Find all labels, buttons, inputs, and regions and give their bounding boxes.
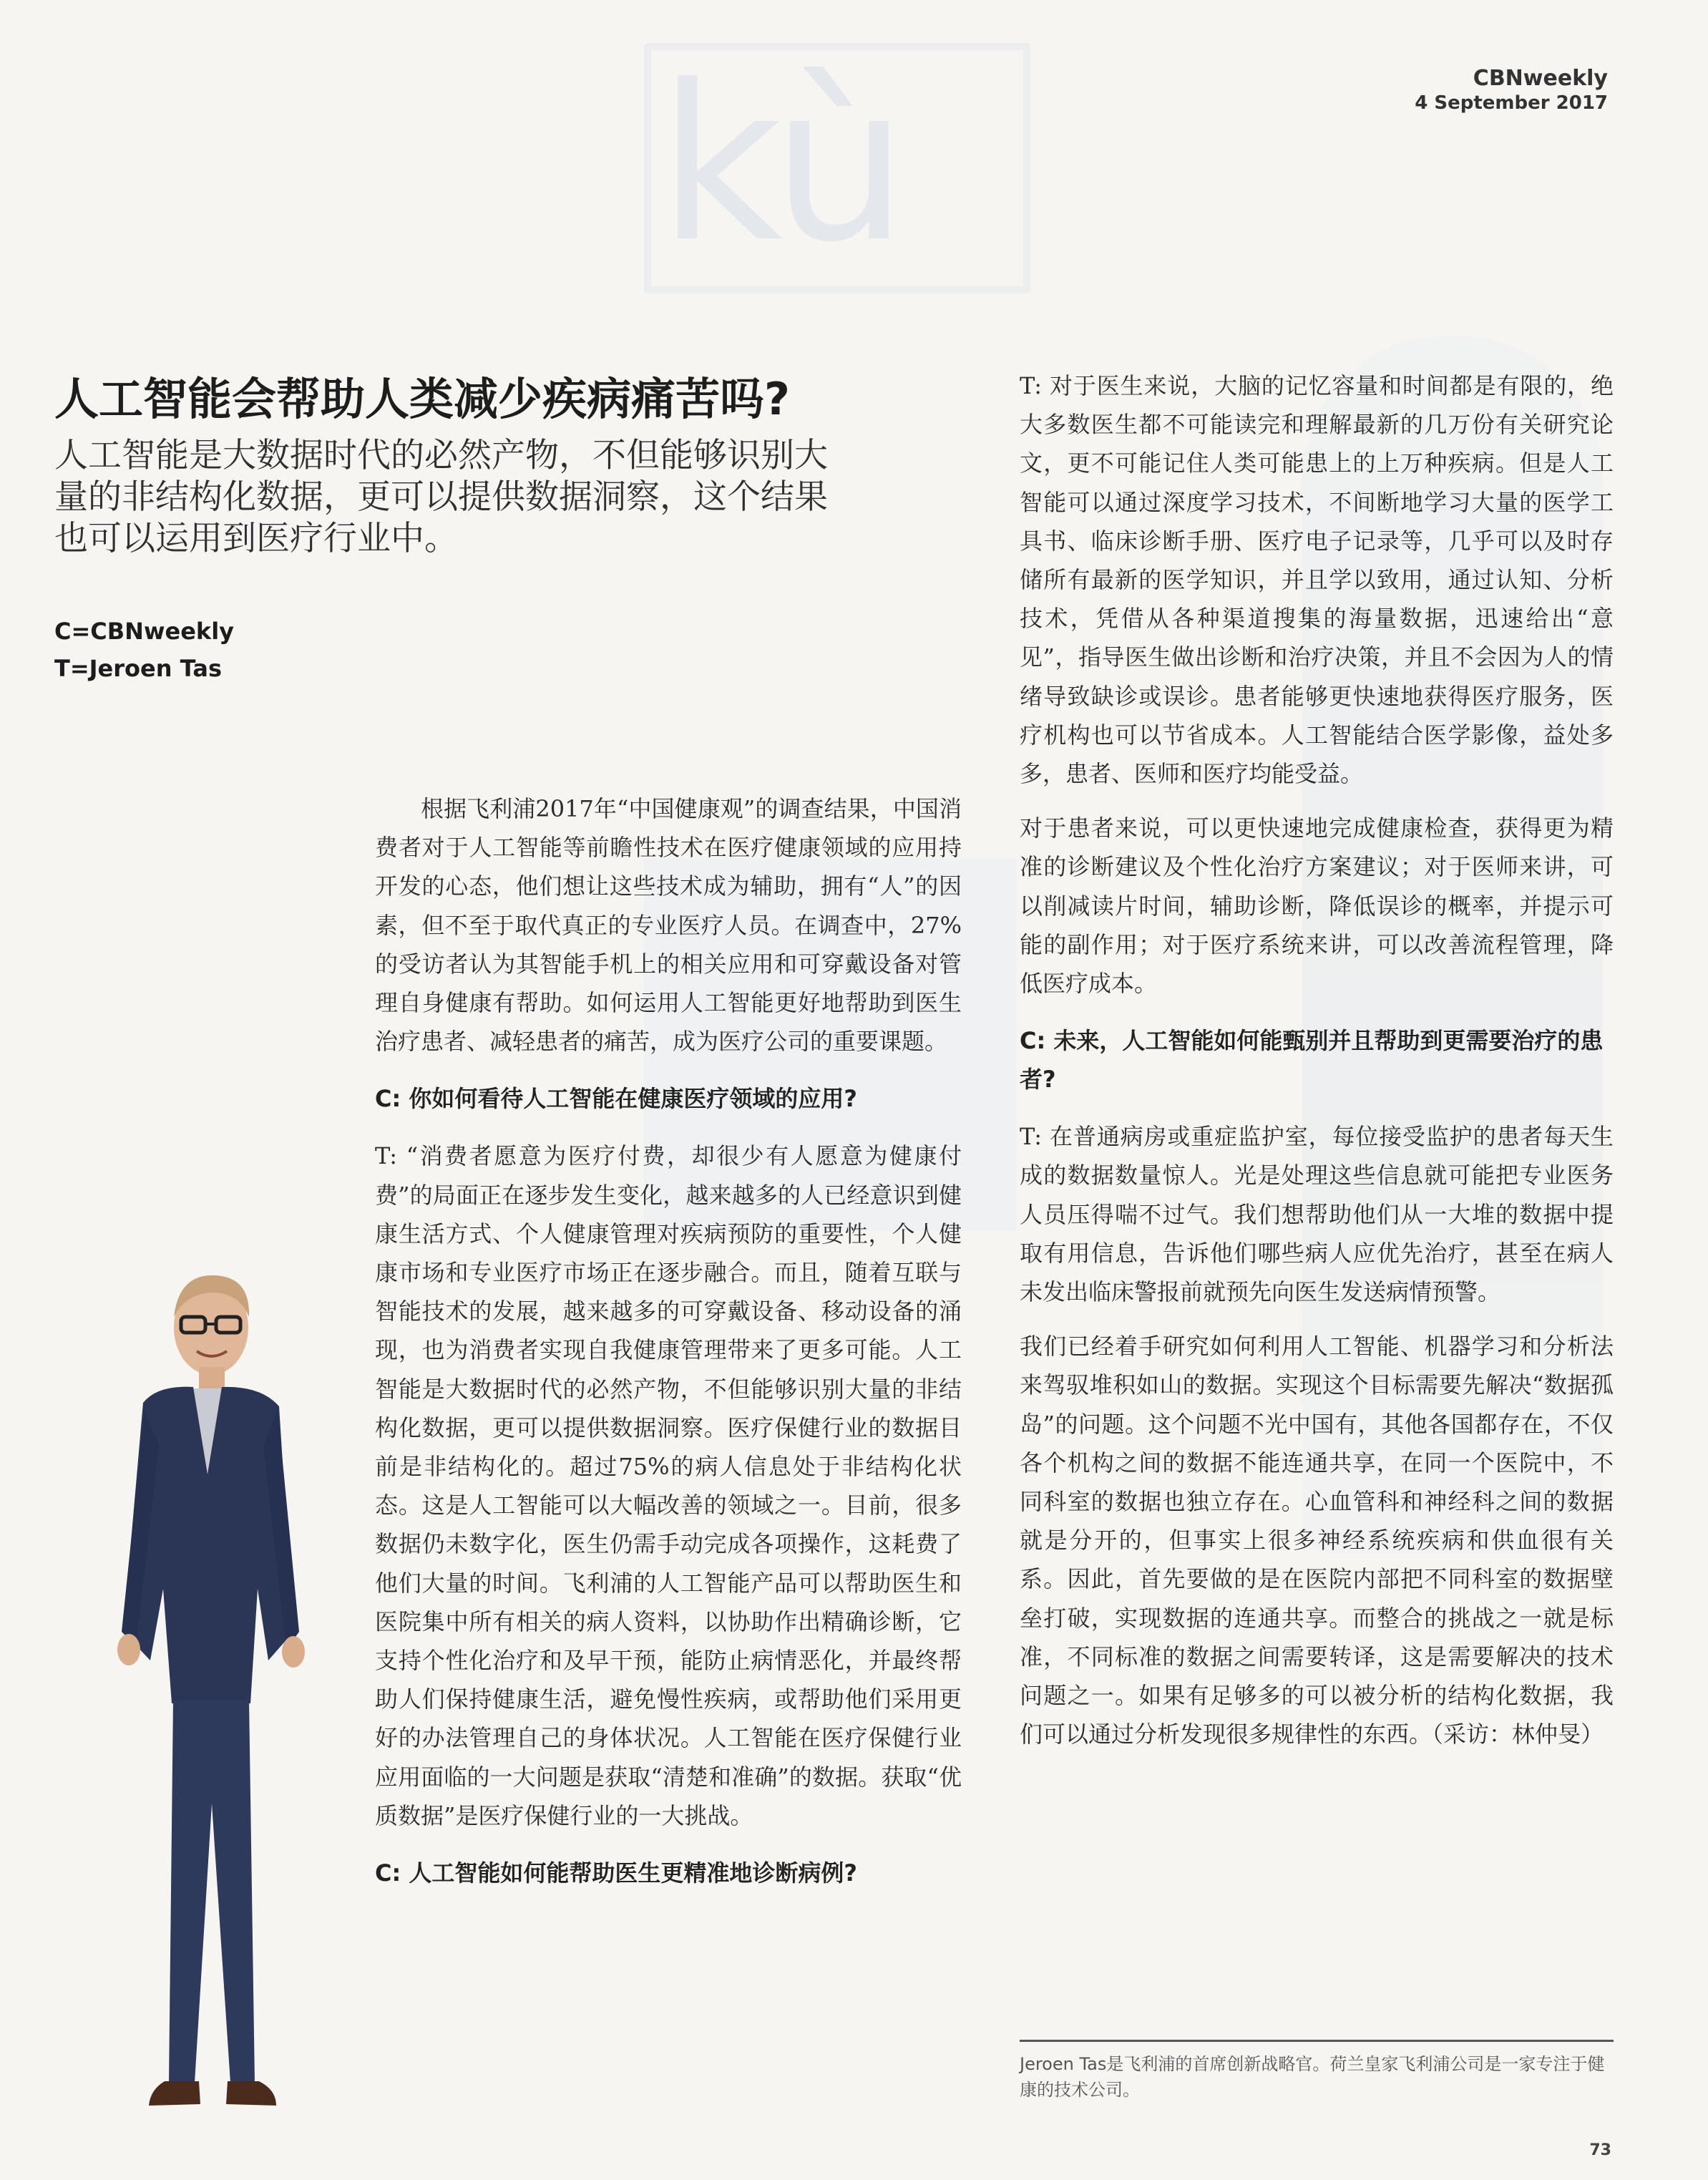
issue-date: 4 September 2017 <box>1415 92 1608 114</box>
show-through-logo: kù <box>658 39 904 289</box>
credit-interviewee: T=Jeroen Tas <box>54 655 222 682</box>
answer-3-paragraph-2: 我们已经着手研究如何利用人工智能、机器学习和分析法来驾驭堆积如山的数据。实现这个目标需要先解决“数据孤岛”的问题。这个问题不光中国有，其他各国都存在，不仅各个机构之间的数据不能连通共享，在同一个医院中，不同科室的数据也独立存在。心血管科和神经科之间的数据就是分开的，但事实上很多神经系统疾病和供血很有关系。因此，首先要做的是在医院内部把不同科室的数据壁垒打破，实现数据的连通共享。而整合的挑战之一就是标准，不同标准的数据之间需要转译，这是需要解决的技术问题之一。如果有足够多的可以被分析的结构化数据，我们可以通过分析发现很多规律性的东西。（采访：林仲旻） <box>1020 1333 1614 1748</box>
answer-2-paragraph-1: T: 对于医生来说，大脑的记忆容量和时间都是有限的，绝大多数医生都不可能读完和理解最新的几万份有关研究论文，更不可能记住人类可能患上的上万种疾病。但是人工智能可以通过深度学习技术，不间断地学习大量的医学工具书、临床诊断手册、医疗电子记录等，几乎可以及时存储所有最新的医学知识，并且学以致用，通过认知、分析技术，凭借从各种渠道搜集的海量数据，迅速给出“意见”，指导医生做出诊断和治疗决策，并且不会因为人的情绪导致缺诊或误诊。患者能够更快速地获得医疗服务，医疗机构也可以节省成本。人工智能结合医学影像，益处多多，患者、医师和医疗均能受益。 <box>1020 372 1614 788</box>
masthead <box>1415 66 1608 115</box>
answer-1: T: “消费者愿意为医疗付费，却很少有人愿意为健康付费”的局面正在逐步发生变化，越来越多的人已经意识到健康生活方式、个人健康管理对疾病预防的重要性，个人健康市场和专业医疗市场正在逐步融合。而且，随着互联与智能技术的发展，越来越多的可穿戴设备、移动设备的涌现，也为消费者实现自我健康管理带来了更多可能。人工智能是大数据时代的必然产物，不但能够识别大量的非结构化数据，更可以提供数据洞察。医疗保健行业的数据目前是非结构化的。超过75%的病人信息处于非结构化状态。这是人工智能可以大幅改善的领域之一。目前，很多数据仍未数字化，医生仍需手动完成各项操作，这耗费了他们大量的时间。飞利浦的人工智能产品可以帮助医生和医院集中所有相关的病人资料，以协助作出精确诊断，它支持个性化治疗和及早干预，能防止病情恶化，并最终帮助人们保持健康生活，避免慢性疾病，或帮助他们采用更好的办法管理自己的身体状况。人工智能在医疗保健行业应用面临的一大问题是获取“清楚和准确”的数据。获取“优质数据”是医疗保健行业的一大挑战。 <box>375 1142 962 1829</box>
answer-3-paragraph-1: T: 在普通病房或重症监护室，每位接受监护的患者每天生成的数据数量惊人。光是处理这些信息就可能把专业医务人员压得喘不过气。我们想帮助他们从一大堆的数据中提取有用信息，告诉他们哪些病人应优先治疗，甚至在病人未发出临床警报前就预先向医生发送病情预警。 <box>1020 1123 1614 1306</box>
question-2: C: 人工智能如何能帮助医生更精准地诊断病例? <box>375 1859 857 1887</box>
magazine-name: CBNweekly <box>1473 66 1608 91</box>
article-deck: 人工智能是大数据时代的必然产物，不但能够识别大量的非结构化数据，更可以提供数据洞察，这个结果也可以运用到医疗行业中。 <box>54 436 828 558</box>
middle-column <box>375 789 962 1911</box>
article-intro: 根据飞利浦2017年“中国健康观”的调查结果，中国消费者对于人工智能等前瞻性技术在医疗健康领域的应用持开发的心态，他们想让这些技术成为辅助，拥有“人”的因素，但不至于取代真正的专业医疗人员。在调查中，27%的受访者认为其智能手机上的相关应用和可穿戴设备对管理自身健康有帮助。如何运用人工智能更好地帮助到医生治疗患者、减轻患者的痛苦，成为医疗公司的重要课题。 <box>375 795 962 1056</box>
question-1: C: 你如何看待人工智能在健康医疗领域的应用? <box>375 1085 857 1113</box>
jeroen-tas-photo <box>79 1260 336 2133</box>
page-number: 73 <box>1589 2141 1611 2159</box>
caption-divider <box>1020 2040 1614 2042</box>
right-column <box>1020 366 1614 1770</box>
credit-interviewer: C=CBNweekly <box>54 618 235 645</box>
answer-2-paragraph-2: 对于患者来说，可以更快速地完成健康检查，获得更为精准的诊断建议及个性化治疗方案建议；对于医师来讲，可以削减读片时间，辅助诊断，降低误诊的概率，并提示可能的副作用；对于医疗系统来讲，可以改善流程管理，降低医疗成本。 <box>1020 814 1614 998</box>
interview-credits <box>54 613 234 687</box>
article-headline: 人工智能会帮助人类减少疾病痛苦吗? <box>54 373 790 425</box>
photo-caption: Jeroen Tas是飞利浦的首席创新战略官。荷兰皇家飞利浦公司是一家专注于健康的技术公司。 <box>1020 2054 1605 2100</box>
question-3: C: 未来，人工智能如何能甄别并且帮助到更需要治疗的患者? <box>1020 1027 1604 1094</box>
